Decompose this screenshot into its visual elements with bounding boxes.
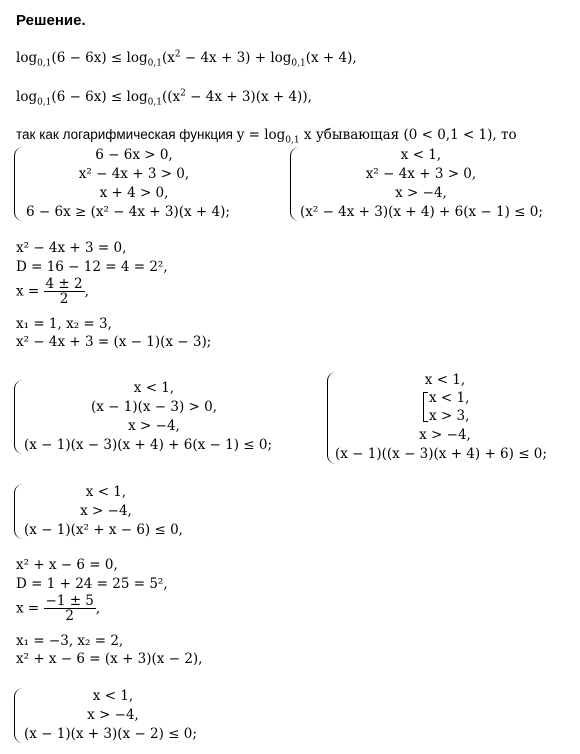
system-line: x < 1, (85, 484, 127, 500)
union-bracket (423, 392, 428, 422)
system-line: (x − 1)(x − 3) > 0, (90, 399, 218, 415)
reasoning-line: так как логарифмическая функция $y = \log_{0,1} x$ убывающая (0 < 0,1 < 1), то (16, 127, 517, 146)
system-line: x² − 4x + 3 > 0, (78, 166, 190, 182)
system-line: x + 4 > 0, (99, 185, 169, 201)
system-line: x < 1, (133, 380, 175, 396)
system-5 (14, 484, 214, 540)
system-3 (14, 380, 294, 456)
system-line: x < 1, (400, 147, 442, 163)
system-line: x > −4, (395, 185, 447, 201)
system-line: (x² − 4x + 3)(x + 4) + 6(x − 1) ≤ 0; (300, 204, 543, 220)
equation-1: $\log_{0,1}(6 - 6x) \le \log_{0,1}(x^2 - 4x + 3) + \log_{0,1}(x + 4)$, (16, 49, 357, 69)
system-line: x > −4, (128, 418, 180, 434)
system-line: x < 1, (424, 372, 466, 388)
quad2-discriminant: D = 1 + 24 = 25 = 5², (16, 576, 168, 592)
system-line: x > −4, (87, 707, 139, 723)
system-line: x < 1, (429, 390, 470, 406)
system-line: 6 − 6x ≥ (x² − 4x + 3)(x + 4); (26, 204, 230, 220)
quad2-factorization: x² + x − 6 = (x + 3)(x − 2), (16, 651, 203, 667)
system-line: x > −4, (80, 503, 132, 519)
quad1-roots: x₁ = 1, x₂ = 3, (16, 316, 112, 332)
quad1-discriminant: D = 16 − 12 = 4 = 2², (16, 259, 168, 275)
quad1-equation: x² − 4x + 3 = 0, (16, 240, 127, 256)
system-line: 6 − 6x > 0, (95, 147, 173, 163)
quad2-formula: x = $\frac{-1 \pm 5}{2}$ , (16, 593, 101, 624)
system-line: x > 3, (429, 408, 470, 424)
system-line: x² − 4x + 3 > 0, (365, 166, 477, 182)
quad2-equation: x² + x − 6 = 0, (16, 557, 118, 573)
equation-2: $\log_{0,1}(6 - 6x) \le \log_{0,1}((x^2 - 4x + 3)(x + 4))$, (16, 88, 312, 108)
quad2-roots: x₁ = −3, x₂ = 2, (16, 633, 124, 649)
system-line: (x − 1)((x − 3)(x + 4) + 6) ≤ 0; (335, 446, 547, 462)
system-line: (x − 1)(x + 3)(x − 2) ≤ 0; (24, 726, 197, 742)
solution-heading: Решение. (16, 12, 86, 29)
system-line: x > −4, (419, 427, 471, 443)
system-2 (290, 147, 560, 223)
quad1-factorization: x² − 4x + 3 = (x − 1)(x − 3); (16, 334, 212, 350)
quad1-formula: x = $\frac{4 \pm 2}{2}$ , (16, 276, 89, 307)
system-6 (14, 688, 224, 744)
system-line: (x − 1)(x² + x − 6) ≤ 0, (24, 522, 183, 538)
system-line: x < 1, (92, 688, 134, 704)
system-1 (14, 147, 264, 223)
system-line: (x − 1)(x − 3)(x + 4) + 6(x − 1) ≤ 0; (24, 437, 273, 453)
system-4 (327, 372, 567, 466)
